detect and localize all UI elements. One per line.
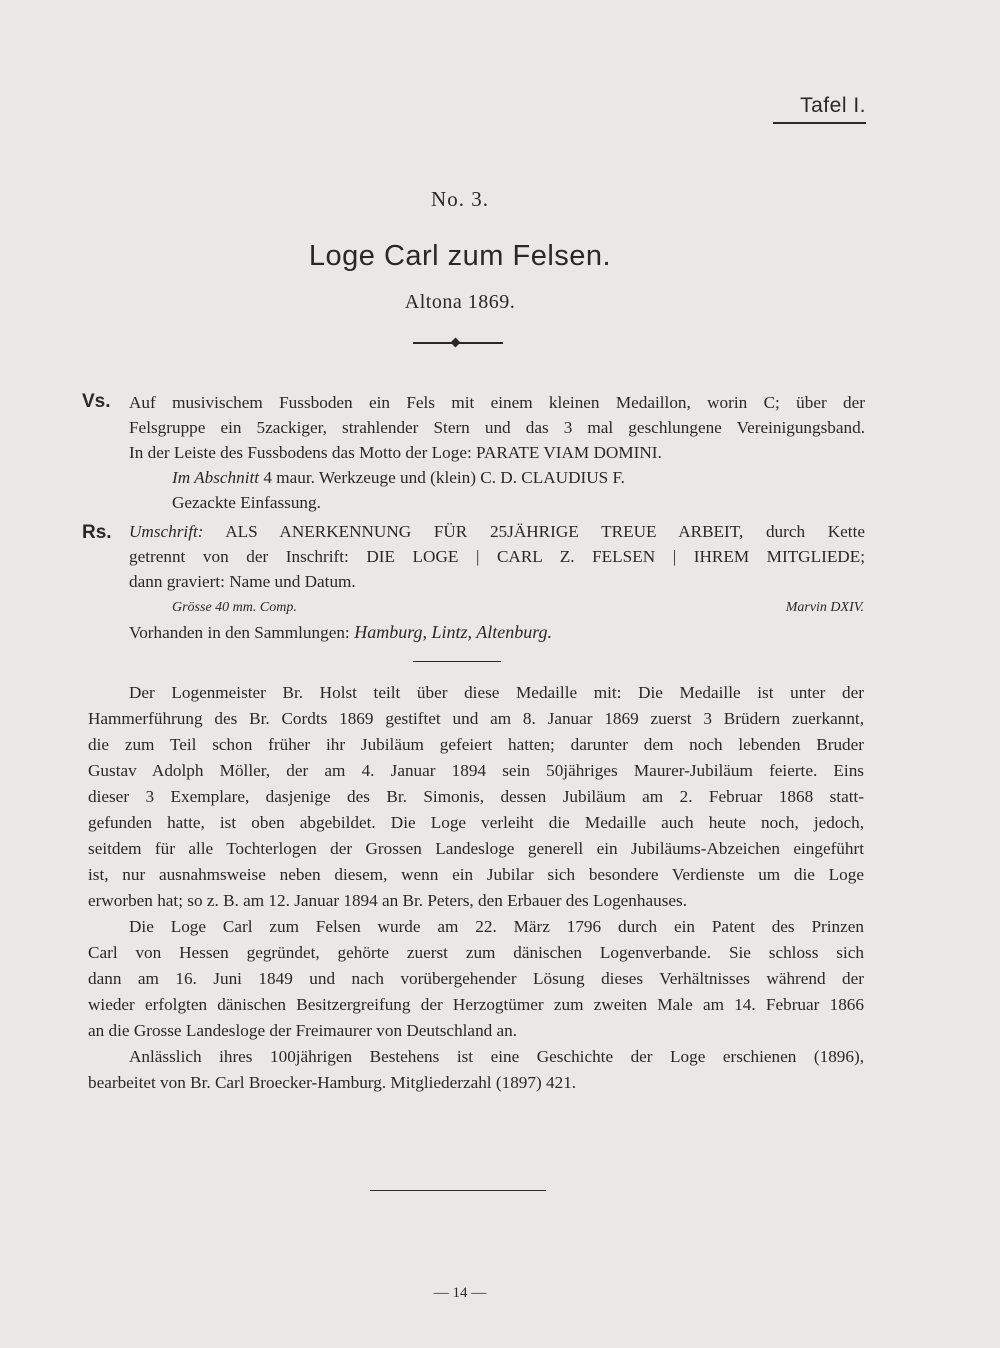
exergue-label: Im Abschnitt bbox=[172, 468, 260, 487]
paragraph-2-line: dann am 16. Juni 1849 und nach vorübergehender Lösung dieses Verhältnisses während der bbox=[88, 969, 864, 988]
reverse-label: Rs. bbox=[82, 522, 112, 543]
entry-number: No. 3. bbox=[431, 187, 489, 211]
reverse-line-2: getrennt von der Inschrift: DIE LOGE | CARL Z. FELSEN | IHREM MITGLIEDE; bbox=[129, 547, 865, 566]
page-number: — 14 — bbox=[433, 1285, 487, 1301]
obverse-line-5: Gezackte Einfassung. bbox=[172, 493, 321, 512]
entry-title: Loge Carl zum Felsen. bbox=[308, 240, 612, 272]
paragraph-2-line: Carl von Hessen gegründet, gehörte zuerst zum dänischen Logenverbande. Sie schloss sich bbox=[88, 943, 864, 962]
paragraph-1-line: ist, nur ausnahmsweise neben diesem, wenn ein Jubilar sich besondere Verdienste um die Loge bbox=[88, 865, 864, 884]
paragraph-1-line: Hammerführung des Br. Cordts 1869 gestiftet und am 8. Januar 1869 zuerst 3 Brüdern zuerkannt, bbox=[88, 709, 864, 728]
obverse-label: Vs. bbox=[82, 391, 111, 412]
paragraph-1-line: gefunden hatte, ist oben abgebildet. Die Loge verleiht die Medaille auch heute noch, jedoch, bbox=[88, 813, 864, 832]
paragraph-1-line: erworben hat; so z. B. am 12. Januar 1894 an Br. Peters, den Erbauer des Logenhauses. bbox=[88, 891, 688, 910]
paragraph-2-line: Die Loge Carl zum Felsen wurde am 22. März 1796 durch ein Patent des Prinzen bbox=[129, 917, 864, 936]
paragraph-3-line: Anlässlich ihres 100jährigen Bestehens ist eine Geschichte der Loge erschienen (1896), bbox=[129, 1047, 864, 1066]
paragraph-1-line: die zum Teil schon früher ihr Jubiläum gefeiert hatten; darunter dem noch lebenden Bruder bbox=[88, 735, 864, 754]
section-divider bbox=[413, 661, 501, 662]
paragraph-1-line: dieser 3 Exemplare, dasjenige des Br. Simonis, dessen Jubiläum am 2. Februar 1868 statt- bbox=[88, 787, 864, 806]
paragraph-3-line: bearbeitet von Br. Carl Broecker-Hamburg. Mitgliederzahl (1897) 421. bbox=[88, 1073, 577, 1092]
collections-line bbox=[129, 622, 552, 643]
obverse-line-4 bbox=[172, 468, 625, 488]
exergue-text: 4 maur. Werkzeuge und (klein) C. D. CLAUDIUS F. bbox=[259, 468, 625, 487]
end-rule bbox=[370, 1190, 546, 1191]
paragraph-1-line: Gustav Adolph Möller, der am 4. Januar 1894 sein 50jähriges Maurer-Jubiläum feierte. Eins bbox=[88, 761, 864, 780]
obverse-line-1: Auf musivischem Fussboden ein Fels mit einem kleinen Medaillon, worin C; über der bbox=[129, 393, 865, 412]
plate-label: Tafel I. bbox=[800, 94, 866, 117]
obverse-line-2: Felsgruppe ein 5zackiger, strahlender Stern und das 3 mal geschlungene Vereinigungsband. bbox=[129, 418, 865, 437]
obverse-line-3: In der Leiste des Fussbodens das Motto der Loge: PARATE VIAM DOMINI. bbox=[129, 443, 662, 462]
reverse-line-3: dann graviert: Name und Datum. bbox=[129, 572, 356, 591]
collections-names: Hamburg, Lintz, Altenburg. bbox=[349, 622, 553, 642]
paragraph-2-line: an die Grosse Landesloge der Freimaurer von Deutschland an. bbox=[88, 1021, 518, 1040]
paragraph-2-line: wieder erfolgten dänischen Besitzergreifung der Herzogtümer zum zweiten Male am 14. Februar 1866 bbox=[88, 995, 864, 1014]
plate-underline bbox=[773, 122, 866, 124]
paragraph-1-line: seitdem für alle Tochterlogen der Grossen Landesloge generell ein Jubiläums-Abzeichen eingeführt bbox=[88, 839, 864, 858]
legend-label: Umschrift: bbox=[129, 522, 204, 541]
collections-label: Vorhanden in den Sammlungen: bbox=[129, 623, 350, 642]
ornament-diamond bbox=[451, 338, 461, 348]
reverse-line-1 bbox=[129, 522, 865, 542]
entry-place-year: Altona 1869. bbox=[404, 291, 516, 313]
marvin-reference: Marvin DXIV. bbox=[785, 600, 864, 615]
legend-text: ALS ANERKENNUNG FÜR 25JÄHRIGE TREUE ARBEIT, durch Kette bbox=[203, 522, 865, 541]
paragraph-1-line: Der Logenmeister Br. Holst teilt über diese Medaille mit: Die Medaille ist unter der bbox=[129, 683, 864, 702]
medal-size: Grösse 40 mm. Comp. bbox=[172, 600, 297, 615]
